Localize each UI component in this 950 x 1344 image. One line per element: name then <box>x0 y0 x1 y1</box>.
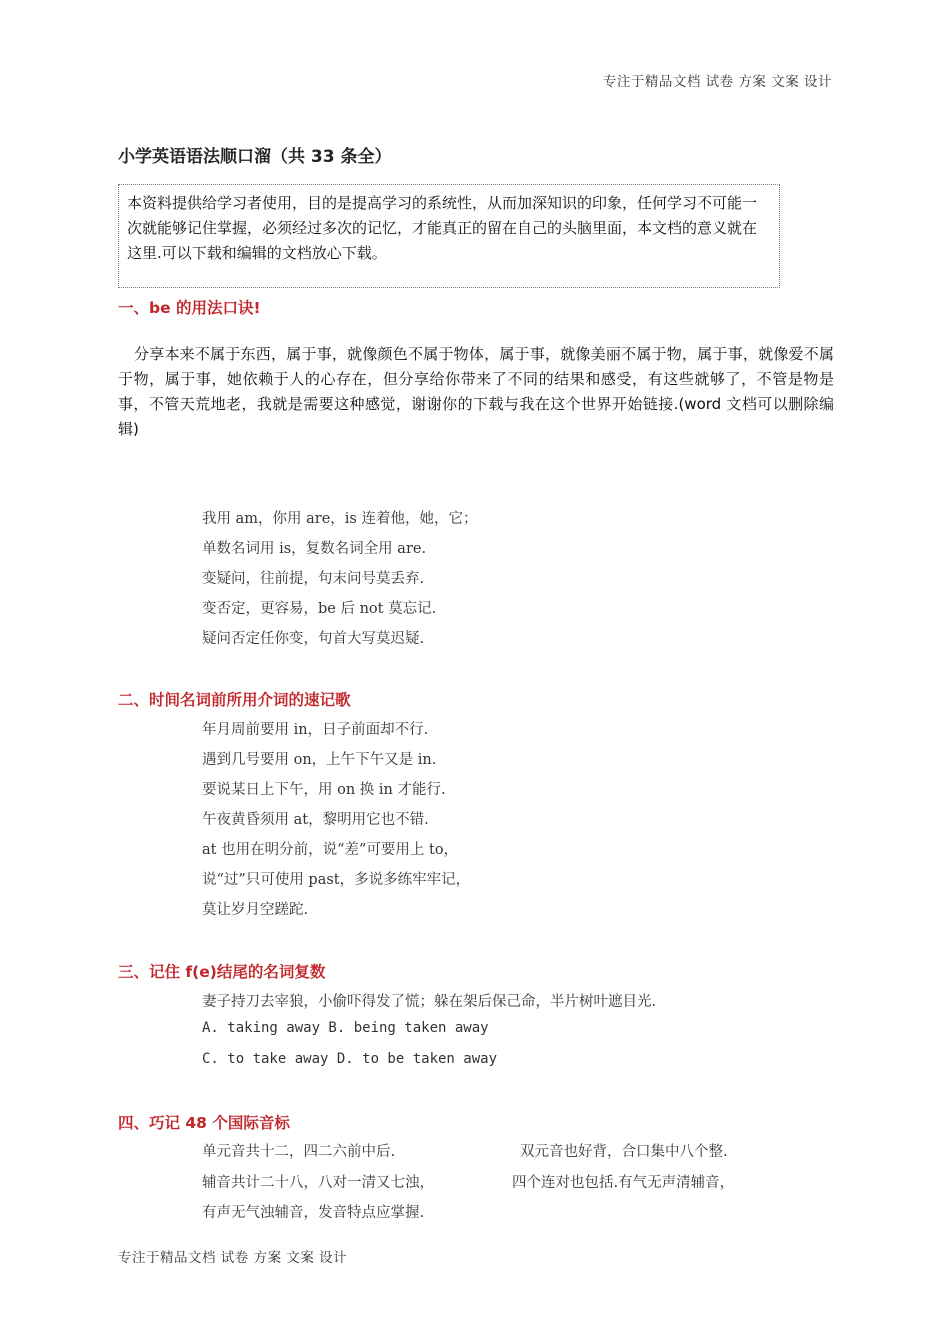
verse-line: 变否定，更容易，be 后 not 莫忘记. <box>202 601 437 617</box>
verse-line: 辅音共计二十八，八对一清又七浊， <box>202 1175 434 1191</box>
verse-line-col2: 四个连对也包括.有气无声清辅音， <box>512 1175 735 1191</box>
verse-line: 说“过”只可使用 past，多说多练牢牢记， <box>202 872 471 888</box>
verse-line: 遇到几号要用 on，上午下午又是 in. <box>202 752 437 768</box>
verse-line: 有声无气浊辅音，发音特点应掌握. <box>202 1205 425 1221</box>
page-header: 专注于精品文档 试卷 方案 文案 设计 <box>602 74 832 90</box>
option-line: C. to take away D. to be taken away <box>202 1051 498 1067</box>
verse-line: 年月周前要用 in，日子前面却不行. <box>202 722 429 738</box>
verse-line: at 也用在明分前，说“差”可要用上 to， <box>202 842 459 858</box>
verse-line: 我用 am，你用 are，is 连着他，她，它； <box>202 511 478 527</box>
verse-line: 午夜黄昏须用 at，黎明用它也不错. <box>202 812 429 828</box>
verse-line: 要说某日上下午，用 on 换 in 才能行. <box>202 782 446 798</box>
page-footer: 专注于精品文档 试卷 方案 文案 设计 <box>118 1250 348 1266</box>
verse-line: 单元音共十二，四二六前中后. <box>202 1144 396 1160</box>
verse-line: 疑问否定任你变，句首大写莫迟疑. <box>202 631 425 647</box>
notice-box: 本资料提供给学习者使用，目的是提高学习的系统性，从而加深知识的印象，任何学习不可能一次就能够记住掌握，必须经过多次的记忆，才能真正的留在自己的头脑里面，本文档的意义就在这里.可以下载和编辑的文档放心下载。 <box>118 184 780 288</box>
option-line: A. taking away B. being taken away <box>202 1020 489 1036</box>
verse-line: 妻子持刀去宰狼，小偷吓得发了慌；躲在架后保己命，半片树叶遮目光. <box>202 994 657 1010</box>
section-heading-be-usage: 一、be 的用法口诀! <box>118 299 261 317</box>
verse-line: 单数名词用 is，复数名词全用 are. <box>202 541 427 557</box>
document-title: 小学英语语法顺口溜（共 33 条全） <box>118 147 392 167</box>
verse-line-col2: 双元音也好背，合口集中八个整. <box>520 1144 728 1160</box>
section-heading-phonetics: 四、巧记 48 个国际音标 <box>118 1114 290 1132</box>
section-intro-paragraph: 分享本来不属于东西，属于事，就像颜色不属于物体，属于事，就像美丽不属于物，属于事，就像爱不属于物，属于事，她依赖于人的心存在，但分享给你带来了不同的结果和感受，有这些就够了，不管是物是事，不管天荒地老，我就是需要这种感觉，谢谢你的下载与我在这个世界开始链接.(word 文档可以删除编辑) <box>118 345 834 438</box>
verse-line: 变疑问，往前提，句末问号莫丢弃. <box>202 571 425 587</box>
verse-line: 莫让岁月空蹉跎. <box>202 902 309 918</box>
section-heading-plural-fe: 三、记住 f(e)结尾的名词复数 <box>118 963 326 981</box>
section-heading-prepositions: 二、时间名词前所用介词的速记歌 <box>118 691 351 709</box>
